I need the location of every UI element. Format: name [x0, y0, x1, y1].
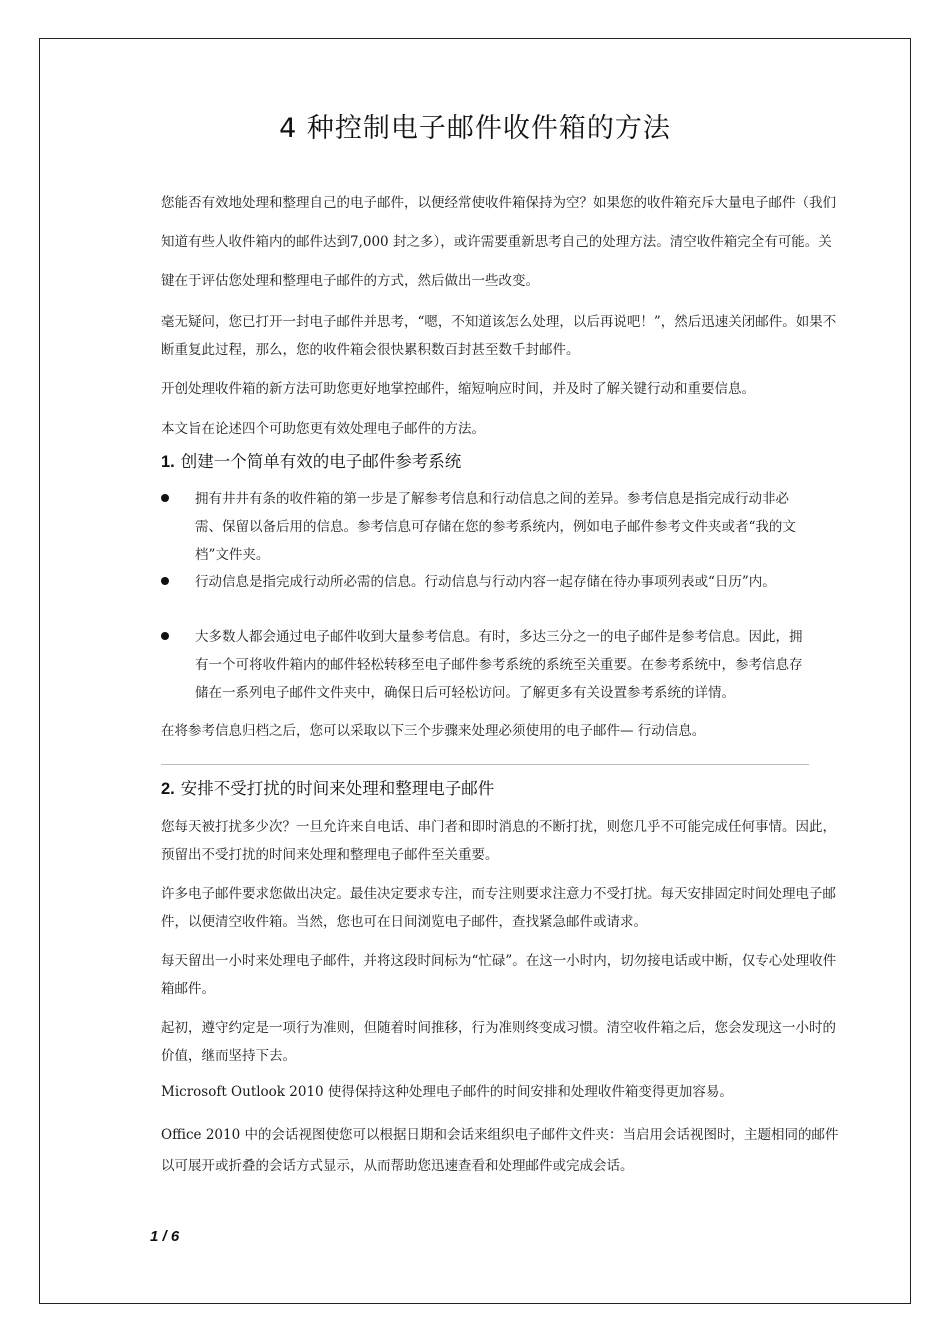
bullet-icon — [161, 494, 169, 502]
page-number: 1 / 6 — [150, 1228, 180, 1245]
section-1-heading — [161, 448, 461, 472]
section-2-paragraph-6: Office 2010 中的会话视图使您可以根据日期和会话来组织电子邮件文件夹：当启用会话视图时，主题相同的邮件以可展开或折叠的会话方式显示，从而帮助您迅速查看和处理邮件或完成会话。 — [161, 1127, 839, 1174]
intro-paragraph-4: 本文旨在论述四个可助您更有效处理电子邮件的方法。 — [161, 421, 485, 437]
bullet-icon — [161, 577, 169, 585]
intro-paragraph-2: 毫无疑问，您已打开一封电子邮件并思考，“嗯，不知道该怎么处理，以后再说吧！”，然后迅速关闭邮件。如果不断重复此过程，那么，您的收件箱会很快累积数百封甚至数千封邮件。 — [161, 314, 837, 358]
section-2-paragraph-2: 许多电子邮件要求您做出决定。最佳决定要求专注，而专注则要求注意力不受打扰。每天安排固定时间处理电子邮件，以便清空收件箱。当然，您也可在日间浏览电子邮件，查找紧急邮件或请求。 — [161, 886, 836, 930]
section-2-paragraph-3: 每天留出一小时来处理电子邮件，并将这段时间标为“忙碌”。在这一小时内，切勿接电话或中断，仅专心处理收件箱邮件。 — [161, 953, 837, 997]
intro-paragraph-1: 您能否有效地处理和整理自己的电子邮件，以便经常使收件箱保持为空？如果您的收件箱充斥大量电子邮件（我们知道有些人收件箱内的邮件达到7,000 封之多），或许需要重新思考自己的处理方法。清空收件箱完全有可能。关键在于评估您处理和整理电子邮件的方式，然后做出一些改变。 — [161, 195, 836, 289]
section-2-paragraph-5: Microsoft Outlook 2010 使得保持这种处理电子邮件的时间安排和处理收件箱变得更加容易。 — [161, 1084, 733, 1100]
section-2-number: 2. — [161, 780, 175, 798]
section-2-title: 安排不受打扰的时间来处理和整理电子邮件 — [180, 779, 495, 798]
section-1-number: 1. — [161, 453, 175, 471]
section-2-paragraph-1: 您每天被打扰多少次？一旦允许来自电话、串门者和即时消息的不断打扰，则您几乎不可能完成任何事情。因此，预留出不受打扰的时间来处理和整理电子邮件至关重要。 — [161, 819, 836, 863]
intro-paragraph-3: 开创处理收件箱的新方法可助您更好地掌控邮件，缩短响应时间，并及时了解关键行动和重要信息。 — [161, 381, 755, 397]
section-divider — [161, 764, 809, 765]
bullet-text-3: 大多数人都会通过电子邮件收到大量参考信息。有时，多达三分之一的电子邮件是参考信息。因此，拥有一个可将收件箱内的邮件轻松转移至电子邮件参考系统的系统至关重要。在参考系统中，参考信息存储在一系列电子邮件文件夹中，确保日后可轻松访问。了解更多有关设置参考系统的详情。 — [195, 629, 803, 701]
bullet-text-2: 行动信息是指完成行动所必需的信息。行动信息与行动内容一起存储在待办事项列表或“日历”内。 — [195, 574, 776, 590]
section-2-heading — [161, 775, 494, 799]
section-1-closing: 在将参考信息归档之后，您可以采取以下三个步骤来处理必须使用的电子邮件— 行动信息。 — [161, 723, 706, 739]
section-1-title: 创建一个简单有效的电子邮件参考系统 — [180, 452, 462, 471]
bullet-text-1: 拥有井井有条的收件箱的第一步是了解参考信息和行动信息之间的差异。参考信息是指完成行动非必需、保留以备后用的信息。参考信息可存储在您的参考系统内，例如电子邮件参考文件夹或者“我的文档”文件夹。 — [195, 491, 796, 563]
bullet-icon — [161, 632, 169, 640]
document-title: 4 种控制电子邮件收件箱的方法 — [279, 113, 671, 144]
section-2-paragraph-4: 起初，遵守约定是一项行为准则，但随着时间推移，行为准则终变成习惯。清空收件箱之后，您会发现这一小时的价值，继而坚持下去。 — [161, 1020, 836, 1064]
